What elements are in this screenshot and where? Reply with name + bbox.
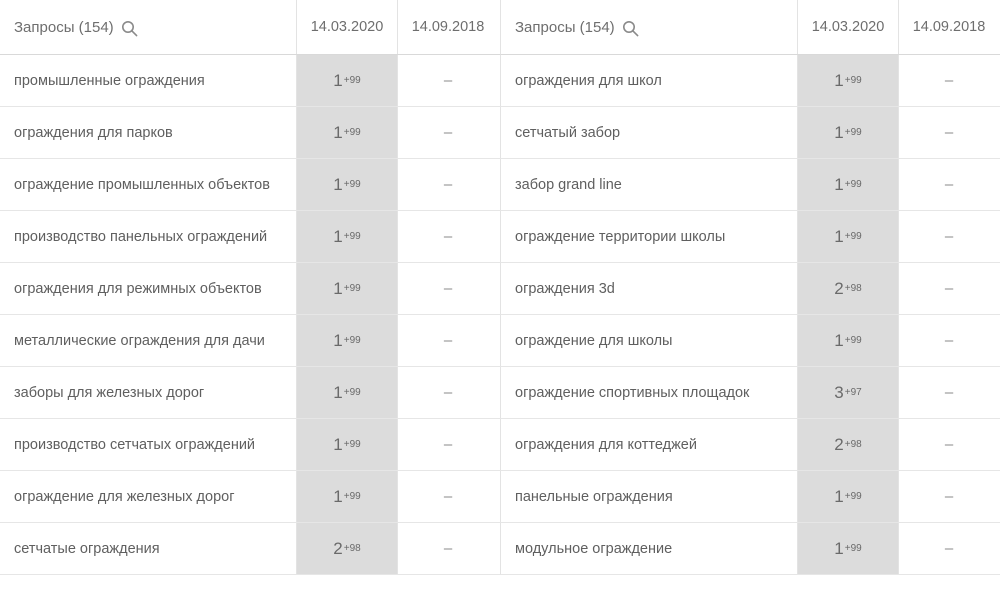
position-delta: +99 xyxy=(343,127,361,138)
position-delta: +98 xyxy=(844,439,862,450)
query-label[interactable]: ограждения 3d xyxy=(515,280,615,297)
query-label[interactable]: ограждение промышленных объектов xyxy=(14,176,270,193)
query-label[interactable]: производство сетчатых ограждений xyxy=(14,436,256,453)
queries-panel-right xyxy=(500,0,1000,594)
position-previous xyxy=(898,107,999,158)
position-previous xyxy=(898,419,999,470)
position-previous-value: – xyxy=(944,72,954,89)
table-row xyxy=(0,107,500,159)
table-row xyxy=(0,367,500,419)
column-header-queries-label: Запросы (154) xyxy=(14,18,114,36)
position-previous-value: – xyxy=(944,124,954,141)
query-label[interactable]: сетчатый забор xyxy=(515,124,621,141)
position-current xyxy=(797,263,898,314)
position-previous-value: – xyxy=(944,332,954,349)
position-current xyxy=(797,55,898,106)
position-value: 1 xyxy=(834,539,844,558)
table-row xyxy=(500,523,1000,575)
position-current xyxy=(797,211,898,262)
search-icon[interactable] xyxy=(622,20,639,37)
position-delta: +99 xyxy=(844,335,862,346)
column-header-queries-label: Запросы (154) xyxy=(515,18,615,36)
position-previous xyxy=(898,315,999,366)
table-row xyxy=(500,159,1000,211)
table-body-right xyxy=(500,55,1000,575)
position-previous-value: – xyxy=(944,488,954,505)
position-value: 1 xyxy=(333,175,343,194)
column-header-date-previous[interactable]: 14.09.2018 xyxy=(397,0,498,54)
position-current xyxy=(296,419,397,470)
position-current xyxy=(797,159,898,210)
table-row xyxy=(500,471,1000,523)
position-value: 1 xyxy=(834,331,844,350)
position-current xyxy=(797,367,898,418)
position-value: 1 xyxy=(834,227,844,246)
position-value: 1 xyxy=(333,331,343,350)
table-row xyxy=(0,55,500,107)
table-row xyxy=(0,471,500,523)
position-delta: +99 xyxy=(343,439,361,450)
position-value: 1 xyxy=(333,123,343,142)
column-header-date-previous[interactable]: 14.09.2018 xyxy=(898,0,999,54)
query-label[interactable]: ограждения для коттеджей xyxy=(515,436,697,453)
position-previous-value: – xyxy=(443,72,453,89)
position-previous-value: – xyxy=(443,280,453,297)
position-delta: +99 xyxy=(343,231,361,242)
position-delta: +99 xyxy=(343,283,361,294)
position-delta: +99 xyxy=(343,335,361,346)
position-previous-value: – xyxy=(443,488,453,505)
position-previous xyxy=(397,159,498,210)
position-current xyxy=(797,471,898,522)
query-label[interactable]: заборы для железных дорог xyxy=(14,384,205,401)
query-label[interactable]: ограждения для парков xyxy=(14,124,173,141)
table-header-row xyxy=(500,0,1000,55)
position-previous xyxy=(397,419,498,470)
position-delta: +99 xyxy=(343,491,361,502)
table-row xyxy=(0,419,500,471)
query-label[interactable]: забор grand line xyxy=(515,176,622,193)
position-previous-value: – xyxy=(443,540,453,557)
position-current xyxy=(296,471,397,522)
position-value: 1 xyxy=(834,71,844,90)
position-previous xyxy=(898,367,999,418)
position-value: 1 xyxy=(333,71,343,90)
position-delta: +98 xyxy=(844,283,862,294)
position-previous xyxy=(397,367,498,418)
query-label[interactable]: ограждение для школы xyxy=(515,332,673,349)
position-value: 2 xyxy=(834,435,844,454)
query-label[interactable]: модульное ограждение xyxy=(515,540,673,557)
position-previous xyxy=(397,263,498,314)
position-current xyxy=(797,107,898,158)
position-value: 1 xyxy=(834,123,844,142)
position-previous-value: – xyxy=(944,228,954,245)
position-delta: +99 xyxy=(343,387,361,398)
table-row xyxy=(500,55,1000,107)
position-previous xyxy=(397,107,498,158)
search-icon[interactable] xyxy=(121,20,138,37)
table-row xyxy=(500,211,1000,263)
position-delta: +99 xyxy=(844,231,862,242)
query-label[interactable]: ограждение спортивных площадок xyxy=(515,384,750,401)
position-value: 1 xyxy=(834,487,844,506)
position-previous-value: – xyxy=(443,332,453,349)
position-previous xyxy=(898,211,999,262)
position-current xyxy=(296,211,397,262)
position-value: 1 xyxy=(333,227,343,246)
position-delta: +99 xyxy=(343,75,361,86)
table-row xyxy=(0,263,500,315)
position-previous xyxy=(397,471,498,522)
query-label[interactable]: металлические ограждения для дачи xyxy=(14,332,265,349)
column-header-queries[interactable] xyxy=(0,0,296,54)
query-label[interactable]: ограждения для режимных объектов xyxy=(14,280,262,297)
position-current xyxy=(797,523,898,574)
table-row xyxy=(0,211,500,263)
position-value: 1 xyxy=(333,279,343,298)
table-row xyxy=(0,315,500,367)
position-value: 2 xyxy=(834,279,844,298)
table-header-row xyxy=(0,0,500,55)
column-header-date-current[interactable]: 14.03.2020 xyxy=(797,0,898,54)
position-value: 2 xyxy=(333,539,343,558)
query-label[interactable]: ограждение для железных дорог xyxy=(14,488,235,505)
table-body-left xyxy=(0,55,500,575)
position-previous xyxy=(898,55,999,106)
column-header-date-current[interactable]: 14.03.2020 xyxy=(296,0,397,54)
table-row xyxy=(500,263,1000,315)
position-delta: +98 xyxy=(343,543,361,554)
position-delta: +99 xyxy=(844,75,862,86)
table-row xyxy=(0,523,500,575)
position-previous-value: – xyxy=(443,384,453,401)
position-value: 1 xyxy=(333,435,343,454)
position-value: 3 xyxy=(834,383,844,402)
position-previous-value: – xyxy=(443,176,453,193)
query-label[interactable]: производство панельных ограждений xyxy=(14,228,268,245)
position-current xyxy=(296,107,397,158)
position-value: 1 xyxy=(333,487,343,506)
position-current xyxy=(797,419,898,470)
position-delta: +99 xyxy=(844,543,862,554)
position-value: 1 xyxy=(834,175,844,194)
position-previous xyxy=(898,263,999,314)
position-previous xyxy=(397,315,498,366)
column-header-queries[interactable] xyxy=(501,0,797,54)
position-delta: +97 xyxy=(844,387,862,398)
table-row xyxy=(500,107,1000,159)
position-previous-value: – xyxy=(944,384,954,401)
position-previous-value: – xyxy=(944,176,954,193)
position-current xyxy=(296,523,397,574)
position-previous xyxy=(397,55,498,106)
position-delta: +99 xyxy=(844,491,862,502)
position-current xyxy=(797,315,898,366)
position-previous-value: – xyxy=(443,436,453,453)
position-delta: +99 xyxy=(343,179,361,190)
table-row xyxy=(500,367,1000,419)
position-value: 1 xyxy=(333,383,343,402)
query-label[interactable]: панельные ограждения xyxy=(515,488,673,505)
position-delta: +99 xyxy=(844,127,862,138)
position-current xyxy=(296,159,397,210)
position-current xyxy=(296,263,397,314)
position-current xyxy=(296,367,397,418)
table-row xyxy=(500,419,1000,471)
query-label[interactable]: ограждение территории школы xyxy=(515,228,726,245)
position-previous-value: – xyxy=(443,228,453,245)
position-previous-value: – xyxy=(944,436,954,453)
query-label[interactable]: сетчатые ограждения xyxy=(14,540,160,557)
table-row xyxy=(500,315,1000,367)
query-label[interactable]: промышленные ограждения xyxy=(14,72,205,89)
position-previous-value: – xyxy=(443,124,453,141)
position-previous-value: – xyxy=(944,280,954,297)
table-row xyxy=(0,159,500,211)
position-previous xyxy=(397,211,498,262)
query-label[interactable]: ограждения для школ xyxy=(515,72,662,89)
position-previous-value: – xyxy=(944,540,954,557)
position-delta: +99 xyxy=(844,179,862,190)
position-current xyxy=(296,55,397,106)
position-previous xyxy=(397,523,498,574)
position-previous xyxy=(898,471,999,522)
position-previous xyxy=(898,159,999,210)
position-current xyxy=(296,315,397,366)
position-previous xyxy=(898,523,999,574)
